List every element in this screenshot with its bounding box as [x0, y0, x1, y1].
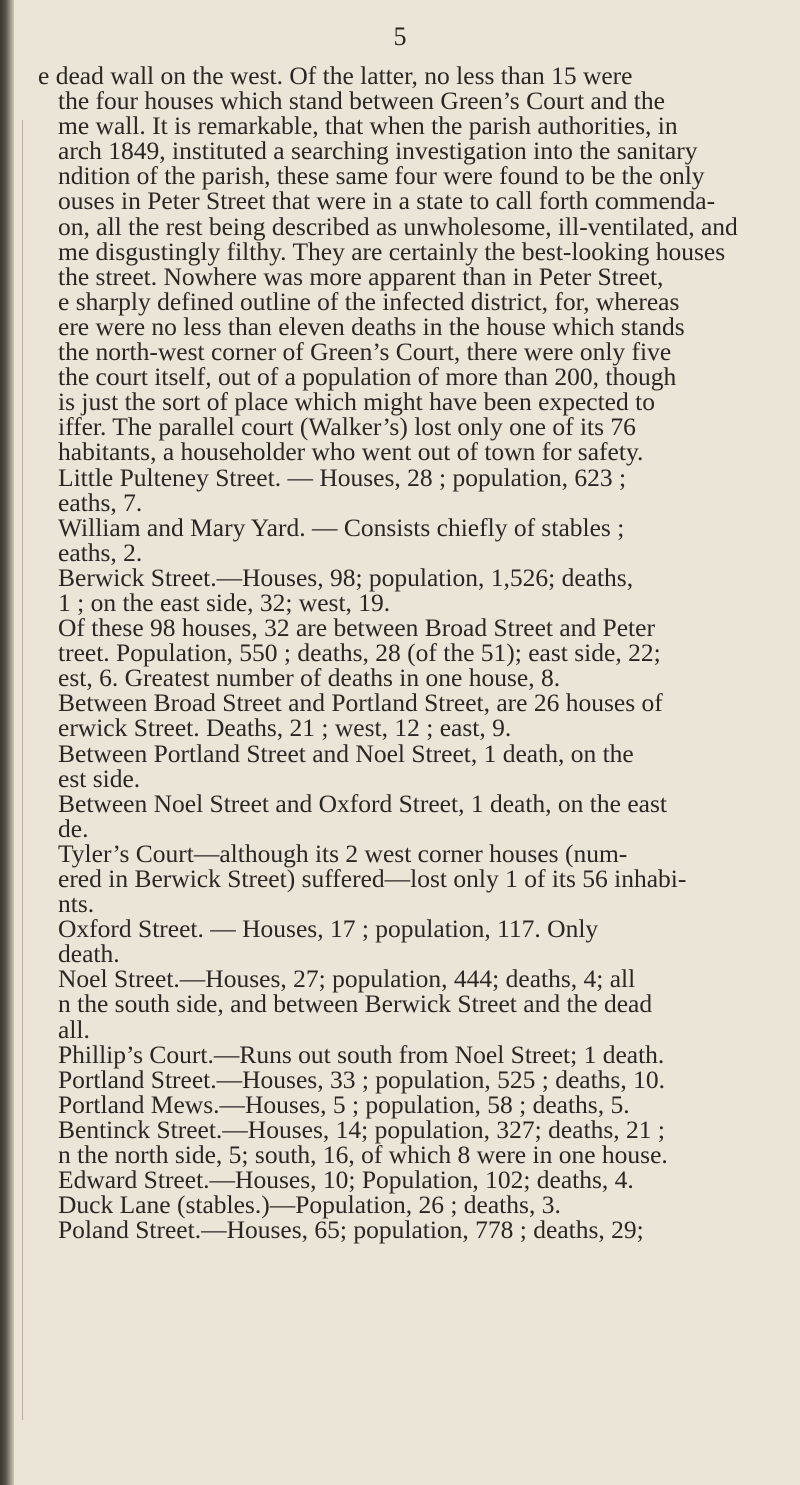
text-line: erwick Street. Deaths, 21 ; west, 12 ; east, 9.: [58, 713, 512, 743]
binding-gutter: [0, 0, 14, 1485]
text-line: all.: [58, 1014, 90, 1044]
text-line: the court itself, out of a population of more than 200, though: [58, 362, 677, 392]
text-line: n the south side, and between Berwick Street and the dead: [58, 989, 653, 1019]
text-line: ere were no less than eleven deaths in the house which stands: [58, 311, 685, 341]
page-edge-line: [22, 120, 23, 1420]
text-line: eaths, 7.: [58, 487, 143, 517]
text-line: Phillip’s Court.—Runs out south from Noel Street; 1 death.: [58, 1039, 665, 1069]
text-line: Between Portland Street and Noel Street, 1 death, on the: [58, 738, 634, 768]
text-line: est, 6. Greatest number of deaths in one house, 8.: [58, 663, 561, 693]
text-line: ouses in Peter Street that were in a state to call forth commenda-: [58, 186, 716, 216]
text-line: on, all the rest being described as unwholesome, ill-ventilated, and: [58, 211, 738, 241]
text-line: the north-west corner of Green’s Court, there were only five: [58, 337, 672, 367]
text-line: Portland Mews.—Houses, 5 ; population, 58 ; deaths, 5.: [58, 1089, 630, 1119]
text-line: William and Mary Yard. — Consists chiefly of stables ;: [58, 512, 625, 542]
text-line: treet. Population, 550 ; deaths, 28 (of the 51); east side, 22;: [58, 638, 661, 668]
text-line: ndition of the parish, these same four were found to be the only: [58, 161, 705, 191]
text-line: arch 1849, instituted a searching investigation into the sanitary: [58, 136, 698, 166]
text-line: Tyler’s Court—although its 2 west corner houses (num-: [58, 838, 628, 868]
text-line: 1 ; on the east side, 32; west, 19.: [58, 587, 391, 617]
text-line: ered in Berwick Street) suffered—lost only 1 of its 56 inhabi-: [58, 864, 687, 893]
text-line: e dead wall on the west. Of the latter, no less than 15 were: [38, 61, 633, 90]
text-line: Of these 98 houses, 32 are between Broad Street and Peter: [58, 613, 655, 643]
text-line: Between Broad Street and Portland Street, are 26 houses of: [58, 688, 663, 718]
text-line: habitants, a householder who went out of town for safety.: [58, 437, 644, 467]
text-line: Portland Street.—Houses, 33 ; population, 525 ; deaths, 10.: [58, 1064, 665, 1094]
text-line: the four houses which stand between Green’s Court and the: [58, 86, 665, 116]
text-line: me disgustingly filthy. They are certainly the best-looking houses: [58, 236, 726, 266]
text-line: Bentinck Street.—Houses, 14; population, 327; deaths, 21 ;: [58, 1114, 665, 1144]
page-number: 5: [393, 22, 407, 51]
text-line: Poland Street.—Houses, 65; population, 778 ; deaths, 29;: [58, 1215, 644, 1245]
text-line: eaths, 2.: [58, 537, 143, 567]
text-line: nts.: [58, 889, 95, 919]
text-line: e sharply defined outline of the infected district, for, whereas: [58, 286, 680, 316]
text-line: Edward Street.—Houses, 10; Population, 102; deaths, 4.: [58, 1165, 634, 1195]
text-line: the street. Nowhere was more apparent than in Peter Street,: [58, 261, 664, 291]
text-line: Little Pulteney Street. — Houses, 28 ; population, 623 ;: [58, 462, 627, 492]
text-line: Between Noel Street and Oxford Street, 1 death, on the east: [58, 788, 667, 818]
text-line: est side.: [58, 763, 141, 793]
text-line: Oxford Street. — Houses, 17 ; population, 117. Only: [58, 914, 599, 944]
text-line: death.: [58, 939, 120, 969]
body-text: [38, 61, 780, 1245]
text-line: n the north side, 5; south, 16, of which 8 were in one house.: [58, 1140, 668, 1170]
text-line: Berwick Street.—Houses, 98; population, 1,526; deaths,: [58, 562, 634, 592]
text-line: is just the sort of place which might have been expected to: [58, 387, 655, 417]
text-line: iffer. The parallel court (Walker’s) lost only one of its 76: [58, 412, 636, 442]
text-line: de.: [58, 813, 89, 843]
text-line: me wall. It is remarkable, that when the parish authorities, in: [58, 111, 678, 141]
text-line: Duck Lane (stables.)—Population, 26 ; deaths, 3.: [58, 1190, 561, 1220]
text-line: Noel Street.—Houses, 27; population, 444; deaths, 4; all: [58, 964, 636, 994]
